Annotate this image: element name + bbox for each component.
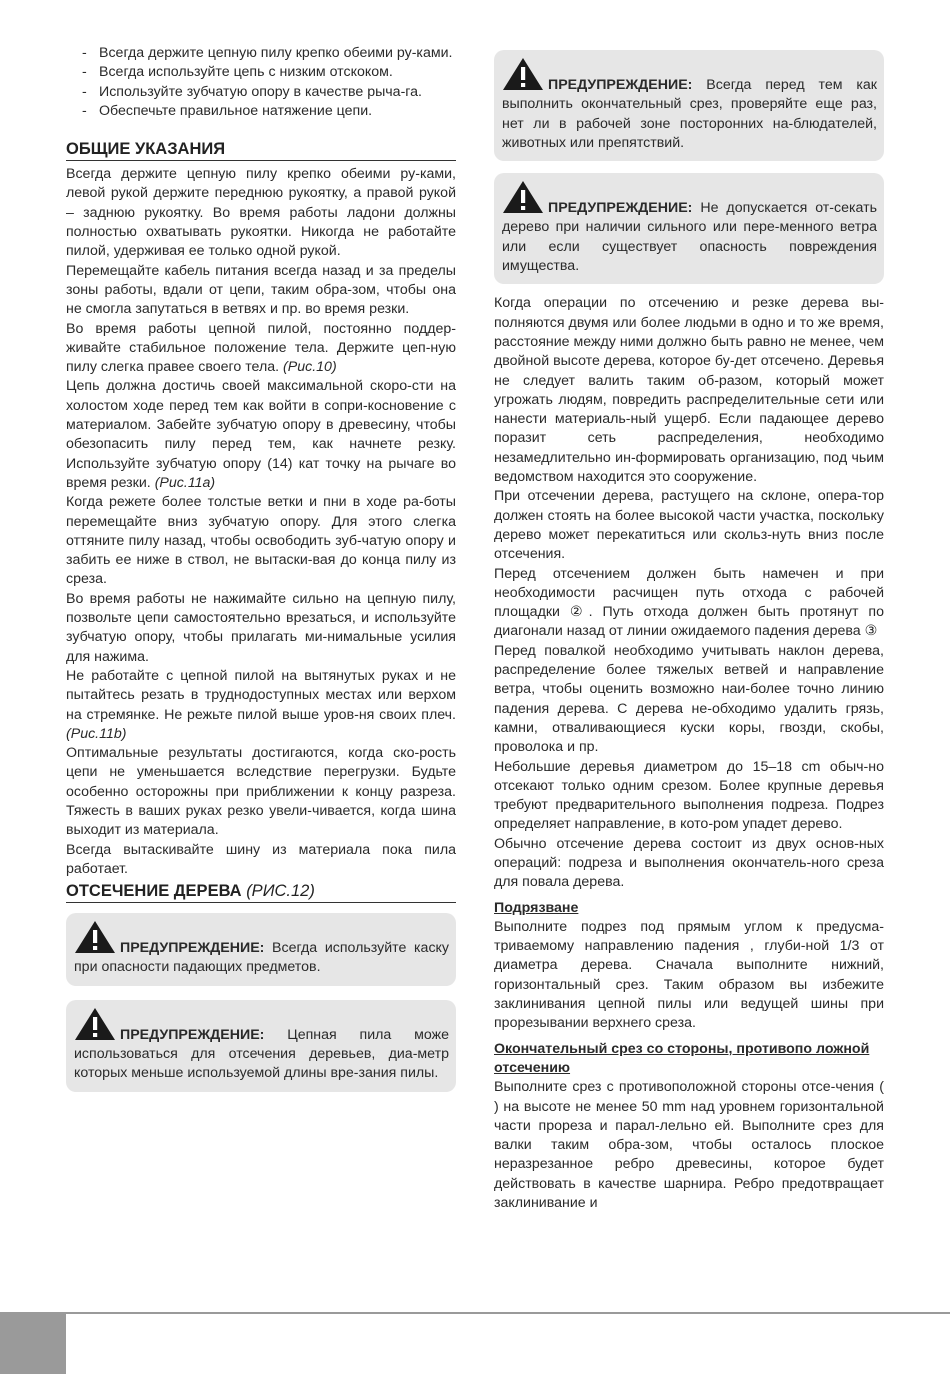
heading-text: ОБЩИЕ УКАЗАНИЯ <box>66 140 226 159</box>
warning-label: ПРЕДУПРЕЖДЕНИЕ: <box>120 1026 265 1043</box>
warning-box <box>494 50 884 161</box>
paragraph-text: Во время работы цепной пилой, постоянно поддер-живайте стабильное положение тела. Держите цеп-ную пилу слегка правее своего тела. <box>66 320 456 376</box>
warning-icon <box>502 57 544 91</box>
paragraph: Когда режете более толстые ветки и пни в ходе ра-боты перемещайте вниз зубчатую опору. Для этого слегка оттяните пилу назад, чтобы освободить зуб-чатую опору и забить ее ниже в ствол, не вытаски-вая до конца пилу из среза. <box>66 494 456 588</box>
paragraph: При отсечении дерева, растущего на склоне, опера-тор должен стоять на более высокой части участка, поскольку дерево может перекатиться или скольз-нуть вниз после отсечения. <box>494 488 884 563</box>
paragraph: Перемещайте кабель питания всегда назад и за пределы зоны работы, вдали от цепи, таким обра-зом, чтобы она не смогла запутаться в ветвях и пр. во время резки. <box>66 262 456 318</box>
warning-label: ПРЕДУПРЕЖДЕНИЕ: <box>548 200 693 217</box>
warning-box <box>494 173 884 284</box>
footer-rule <box>0 1312 950 1314</box>
paragraph: Когда операции по отсечению и резке дерева вы-полняются двумя или более людьми в одно и то же время, расстояние между ними должно быть равно не менее, чем двойной высоте дерева, которое бу-дет отсечено. Деревья не следует валить таким об-разом, который может угрожать людям, повредить распределительные сети или нанести материаль-ный ущерб. Если падающее дерево поразит сеть распределения, необходимо незамедлительно ин-формировать организацию, под чьим ведомством находится это сооружение. <box>494 295 884 486</box>
subheading-felling-cut: Окончательный срез со стороны, противопо ложной отсечению <box>494 1040 870 1076</box>
figure-reference: (Рис.10) <box>283 359 337 376</box>
warning-icon <box>74 1007 116 1041</box>
warning-label: ПРЕДУПРЕЖДЕНИЕ: <box>120 940 265 957</box>
warning-text <box>502 180 877 276</box>
page-tab-block <box>0 1314 66 1374</box>
warning-body: Не допускается от-секать дерево при наличии сильного или пере-менного ветра или если существует опасность повреждения имущества. <box>502 200 877 275</box>
safety-bullet-list <box>66 44 456 121</box>
warning-body: Цепная пила може использоваться для отсечения деревьев, диа-метр которых меньше используемой длины вре-зания пилы. <box>74 1026 449 1082</box>
paragraph: Всегда держите цепную пилу крепко обеими ру-ками, левой рукой держите переднюю рукоятку, а правой рукой – заднюю рукоятку. Во время работы ладони должны полностью охватывать рукоятки. Никогда не работайте пилой, удерживая ее только одной рукой. <box>66 166 456 260</box>
paragraph: Оптимальные результаты достигаются, когда ско-рость цепи не уменьшается вследствие перегрузки. Будьте особенно осторожны при приближении к концу разреза. Тяжесть в ваших руках резко увели-чивается, когда шина выходит из материала. <box>66 745 456 839</box>
bullet-item: - Используйте зубчатую опору в качестве рыча-га. <box>66 83 456 102</box>
right-column <box>494 50 884 1213</box>
warning-box <box>66 913 456 986</box>
left-column <box>66 44 456 1102</box>
warning-label: ПРЕДУПРЕЖДЕНИЕ: <box>548 77 693 93</box>
warning-text <box>74 920 449 978</box>
paragraph-text: Цепь должна достичь своей максимальной скоро-сти на холостом ходе перед тем как войти в сопри-косновение с материалом. Забейте зубчатую опору в древесину, чтобы обезопасить пилу перед тем, как начнете резку. Используйте зубчатую опору (14) кат точку на рычаге во время резки. <box>66 378 456 491</box>
paragraph: Перед отсечением должен быть намечен и при необходимости расчищен путь отхода с рабочей площадки ②. Путь отхода должен быть протянут по диагонали назад от линии ожидаемого падения дерева ③ <box>494 565 884 640</box>
figure-reference: (Рис.11b) <box>66 725 127 742</box>
warning-body: Всегда используйте каску при опасности падающих предметов. <box>74 940 449 976</box>
paragraph: Небольшие деревья диаметром до 15–18 cm обыч-но отсекают только одним срезом. Более крупные деревья требуют предварительного выполнения подреза. Подрез определяет направление, в кото-ром упадет дерево. <box>494 758 884 833</box>
warning-body: Всегда перед тем как выполнить окончательный срез, проверяйте еще раз, нет ли в рабочей зоне посторонних на-блюдателей, животных или препятствий. <box>502 77 877 151</box>
paragraph <box>66 320 456 378</box>
paragraph: Во время работы не нажимайте сильно на цепную пилу, позвольте цепи самостоятельно врезаться, и используйте зубчатую опору, чтобы прилагать ми-нимальные усилия для нажима. <box>66 590 456 665</box>
warning-text <box>502 57 877 153</box>
warning-text <box>74 1007 449 1084</box>
figure-reference: (Рис.11а) <box>154 474 216 491</box>
paragraph: Обычно отсечение дерева состоит из двух основ-ных операций: подреза и выполнения окончатель-ного среза для повала дерева. <box>494 835 884 891</box>
paragraph: Выполните подрез под прямым углом к предусма-триваемому направлению падения , глуби-ной 1/3 от диаметра дерева. Сначала выполните нижний, горизонтальный срез. Таким образом вы избежите заклинивания цепной пилы или ведущей шины при прорезывании верхнего среза. <box>494 918 884 1032</box>
subheading-notch: Подрязване <box>494 899 579 916</box>
bullet-item: - Всегда держите цепную пилу крепко обеими ру-ками. <box>66 44 456 63</box>
paragraph-text: Не работайте с цепной пилой на вытянутых руках и не пытайтесь резать в труднодоступных местах или верхом на стремянке. Не режьте пилой выше уров-ня своих плеч. <box>66 667 456 723</box>
paragraph: Выполните срез с противоположной стороны отсе-чения ( ) на высоте не менее 50 mm над уровнем горизонтальной части прореза и парал-лельно ей. Выполните срез для валки таким обра-зом, чтобы осталось плоское неразрезанное ребро древесины, которое будет действовать в качестве шарнира. Ребро предотвращает заклинивание и <box>494 1079 884 1212</box>
paragraph <box>66 377 456 493</box>
warning-icon <box>502 180 544 214</box>
warning-box <box>66 1000 456 1092</box>
heading-text: ОТСЕЧЕНИЕ ДЕРЕВА <box>66 882 242 901</box>
section-heading-felling <box>66 881 456 903</box>
section-heading-general <box>66 139 456 161</box>
warning-icon <box>74 920 116 954</box>
paragraph: Перед повалкой необходимо учитывать наклон дерева, распределение более тяжелых ветвей и направление ветра, чтобы оценить возможно наи-более точно линию падения дерева. С дерева не-обходимо удалить грязь, камни, отваливающиеся куски коры, гвозди, скобы, проволока и пр. <box>494 642 884 756</box>
bullet-item: - Обеспечьте правильное натяжение цепи. <box>66 102 456 121</box>
figure-reference: (РИС.12) <box>246 882 315 901</box>
paragraph: Всегда вытаскивайте шину из материала пока пила работает. <box>66 841 456 877</box>
bullet-item: - Всегда используйте цепь с низким отскоком. <box>66 63 456 82</box>
paragraph <box>66 667 456 744</box>
